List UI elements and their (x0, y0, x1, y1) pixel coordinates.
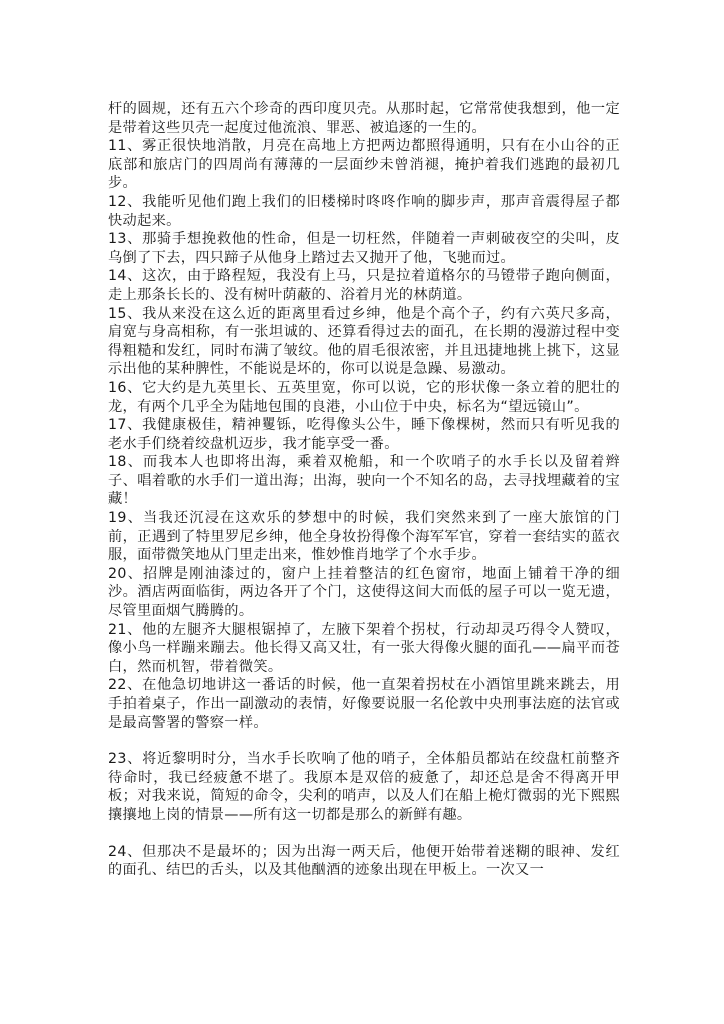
paragraph-11: 11、雾正很快地消散，月亮在高地上方把两边都照得通明，只有在小山谷的正底部和旅店门的四周尚有薄薄的一层面纱未曾消褪，掩护着我们逃跑的最初几步。 (108, 138, 620, 192)
paragraph-22: 22、在他急切地讲这一番话的时候，他一直架着拐杖在小酒馆里跳来跳去，用手拍着桌子，作出一副激动的表情，好像要说服一名伦敦中央刑事法庭的法官或是最高警署的警察一样。 (108, 677, 620, 731)
paragraph-20: 20、招牌是刚油漆过的，窗户上挂着整洁的红色窗帘，地面上铺着干净的细沙。酒店两面临街，两边各开了个门，这使得这间大而低的屋子可以一览无遗，尽管里面烟气腾腾的。 (108, 565, 620, 620)
paragraph-23: 23、将近黎明时分，当水手长吹响了他的哨子，全体船员都站在绞盘杠前整齐待命时，我已经疲惫不堪了。我原本是双倍的疲惫了，却还总是舍不得离开甲板；对我来说，简短的命令，尖利的哨声，以及人们在船上桅灯微弱的光下熙熙攘攘地上岗的情景——所有这一切都是那么的新鲜有趣。 (108, 751, 620, 823)
paragraph-14: 14、这次，由于路程短，我没有上马，只是拉着道格尔的马镫带子跑向侧面，走上那条长长的、没有树叶荫蔽的、浴着月光的林荫道。 (108, 268, 620, 303)
paragraph-21: 21、他的左腿齐大腿根锯掉了，左腋下架着个拐杖，行动却灵巧得令人赞叹，像小鸟一样蹦来蹦去。他长得又高又壮，有一张大得像火腿的面孔——扁平而苍白，然而机智，带着微笑。 (108, 621, 620, 675)
paragraph-24: 24、但那决不是最坏的；因为出海一两天后，他便开始带着迷糊的眼神、发红的面孔、结巴的舌头，以及其他酗酒的迹象出现在甲板上。一次又一 (108, 843, 620, 879)
document-body (108, 100, 620, 880)
paragraph-18: 18、而我本人也即将出海，乘着双桅船，和一个吹哨子的水手长以及留着辫子、唱着歌的水手们一道出海；出海，驶向一个不知名的岛，去寻找埋藏着的宝藏！ (108, 454, 620, 508)
paragraph-12: 12、我能听见他们跑上我们的旧楼梯时咚咚作响的脚步声，那声音震得屋子都快动起来。 (108, 193, 620, 229)
paragraph-16: 16、它大约是九英里长、五英里宽，你可以说，它的形状像一条立着的肥壮的龙，有两个几乎全为陆地包围的良港，小山位于中央，标名为“望远镜山”。 (108, 379, 620, 415)
paragraph-17: 17、我健康极佳，精神矍铄，吃得像头公牛，睡下像棵树，然而只有听见我的老水手们绕着绞盘机迈步，我才能享受一番。 (108, 417, 620, 452)
paragraph-15: 15、我从来没在这么近的距离里看过乡绅，他是个高个子，约有六英尺多高，肩宽与身高相称，有一张坦诚的、还算看得过去的面孔，在长期的漫游过程中变得粗糙和发红，同时布满了皱纹。他的眉毛很浓密，并且迅捷地挑上挑下，这显示出他的某种脾性，不能说是坏的，你可以说是急躁、易激动。 (108, 305, 620, 378)
paragraph-19: 19、当我还沉浸在这欢乐的梦想中的时候，我们突然来到了一座大旅馆的门前，正遇到了特里罗尼乡绅，他全身妆扮得像个海军军官，穿着一套结实的蓝衣服，面带微笑地从门里走出来，惟妙惟肖地学了个水手步。 (108, 510, 620, 564)
paragraph-continued: 杆的圆规，还有五六个珍奇的西印度贝壳。从那时起，它常常使我想到，他一定是带着这些贝壳一起度过他流浪、罪恶、被追逐的一生的。 (108, 101, 620, 136)
paragraph-13: 13、那骑手想挽救他的性命，但是一切枉然，伴随着一声刺破夜空的尖叫，皮乌倒了下去，四只蹄子从他身上踏过去又抛开了他，飞驰而过。 (108, 231, 620, 266)
